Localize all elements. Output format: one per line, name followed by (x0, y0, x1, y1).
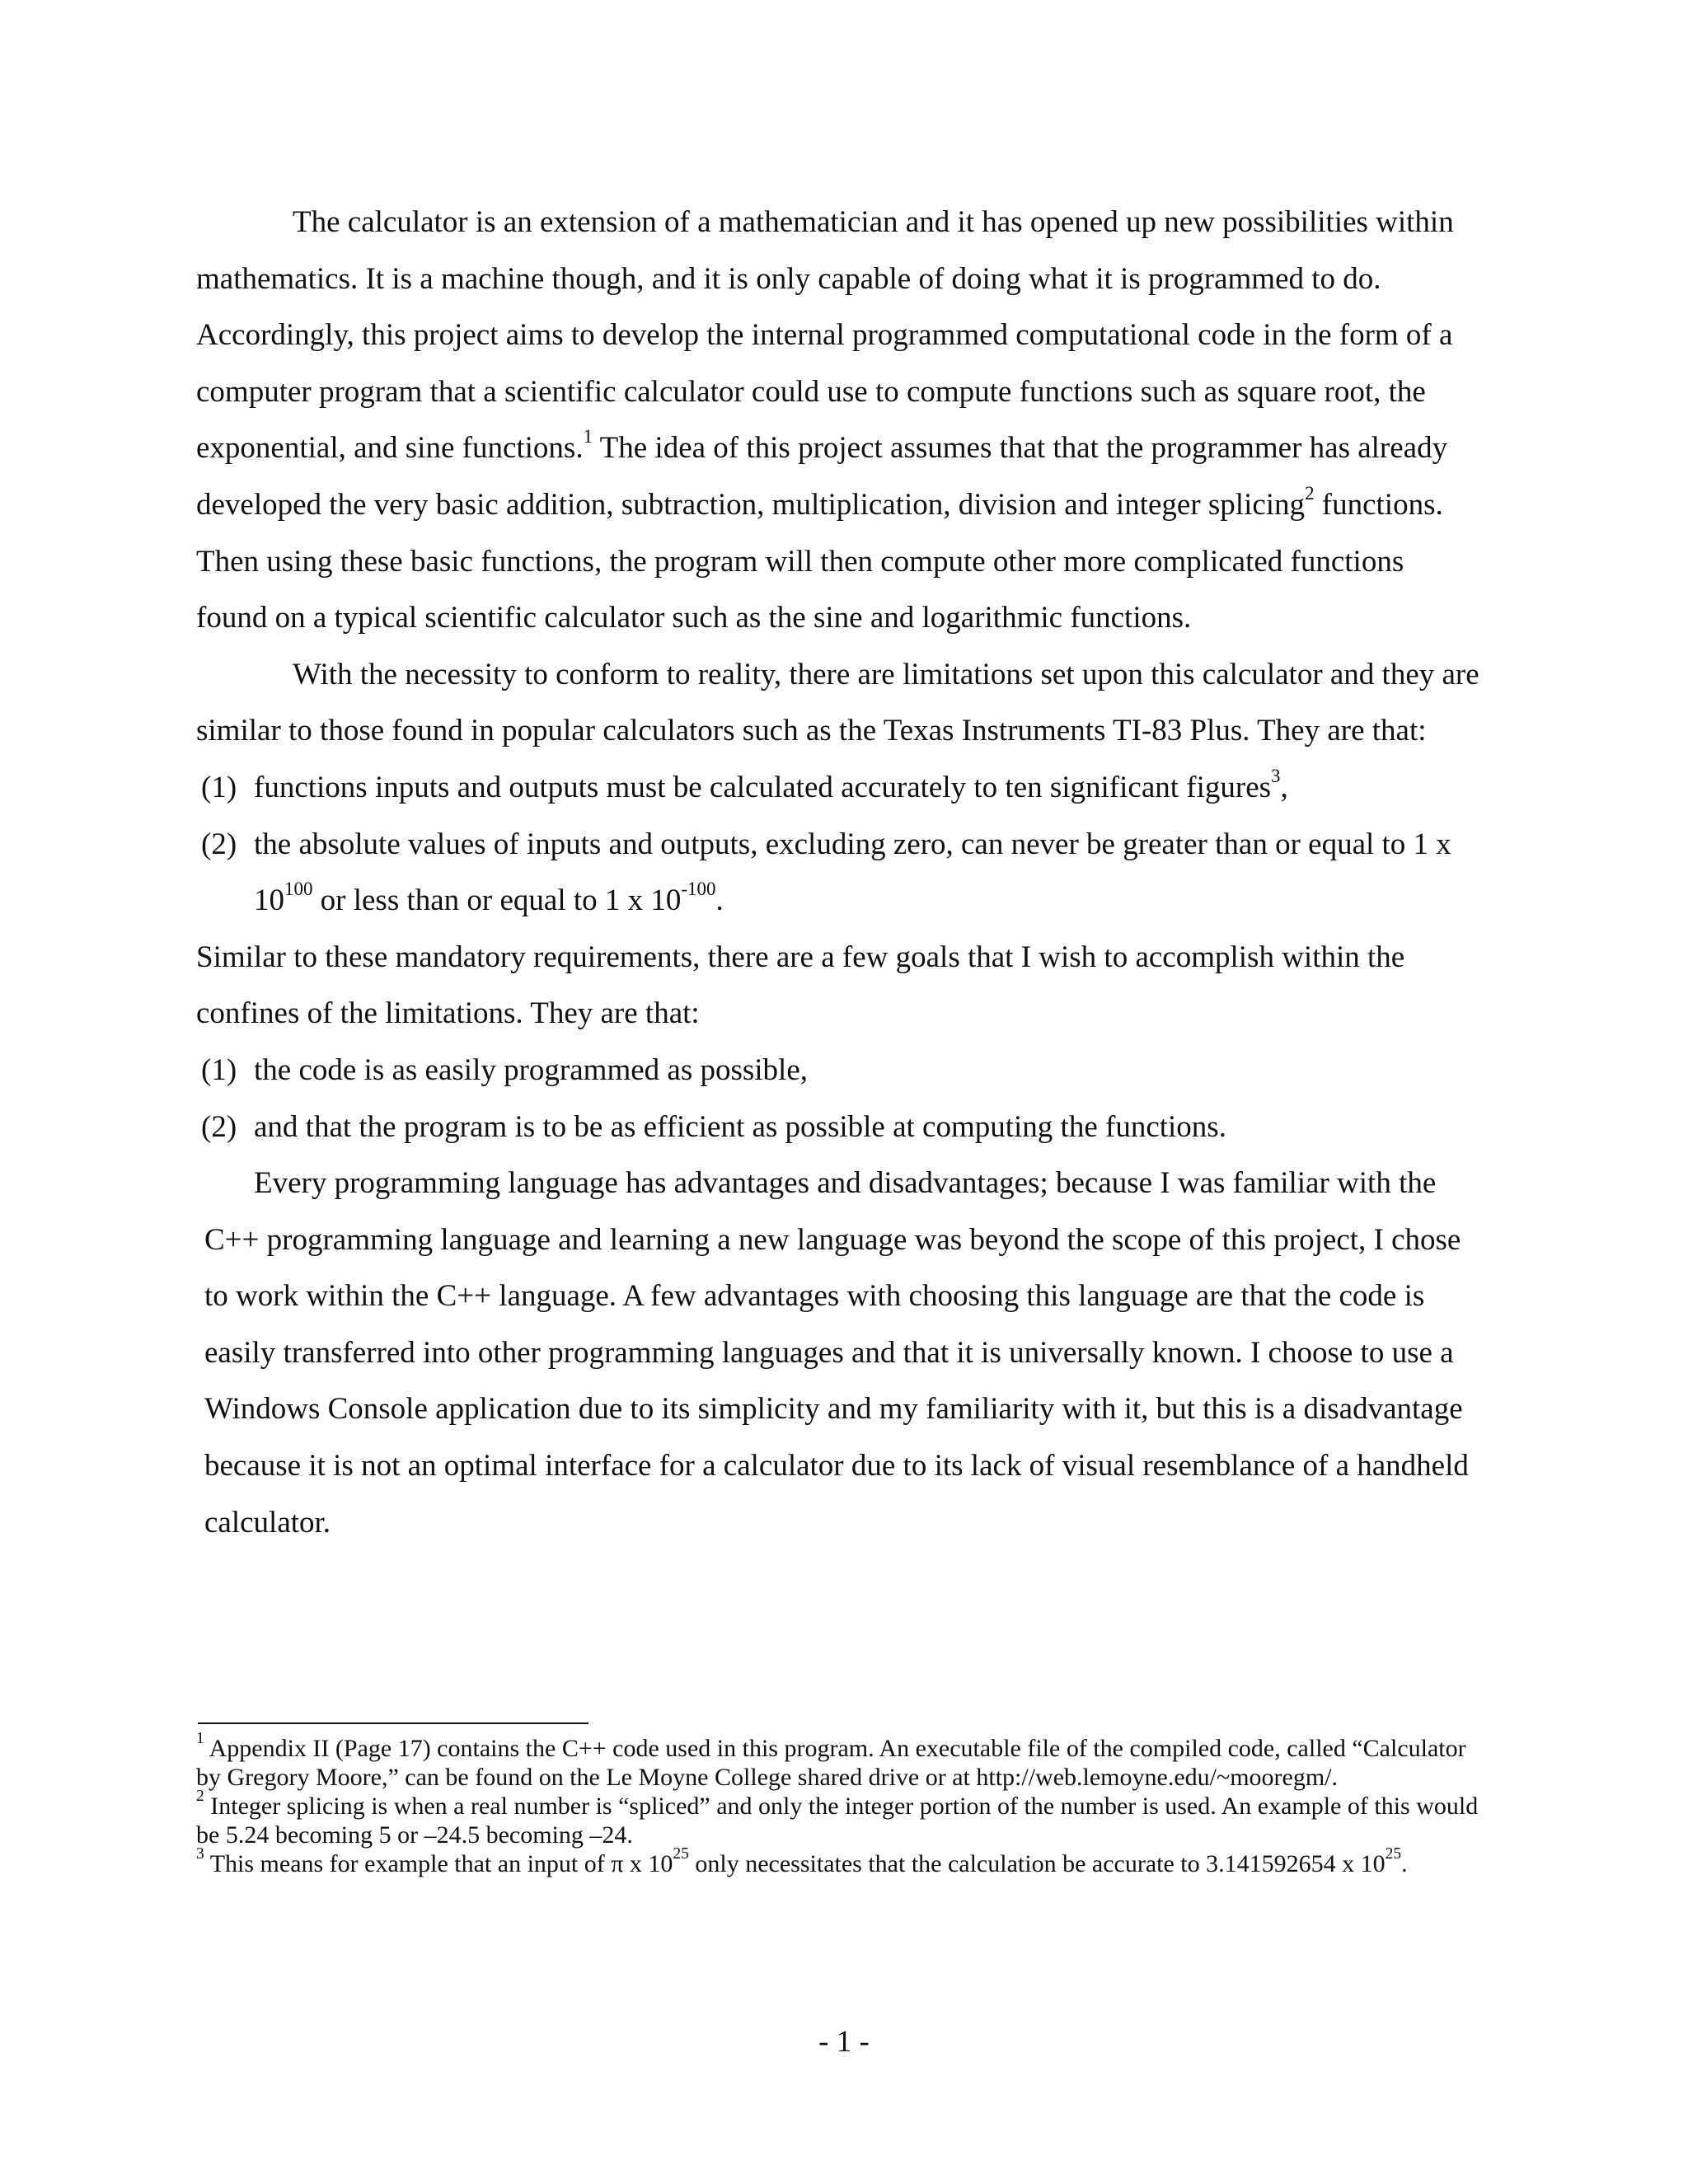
footnote-3 (196, 1845, 1482, 1878)
punctuation: . (715, 883, 724, 918)
footnote-ref-1[interactable]: 1 (583, 426, 593, 448)
page-number: - 1 - (818, 2025, 870, 2059)
list-number: (2) (201, 827, 237, 861)
footnote-2-text: Integer splicing is when a real number is “spliced” and only the integer portion of the number is used. An example of this would be 5.24 becoming 5 or –24.5 becoming –24. (196, 1793, 1479, 1849)
paragraph-intro-part-2: The idea of this project assumes that that the programmer has already developed the very basic addition, subtraction, multiplication, division and integer splicing (196, 431, 1448, 522)
footnote-1-text: Appendix II (Page 17) contains the C++ code used in this program. An executable file of the compiled code, called “Calculator by Gregory Moore,” can be found on the Le Moyne College shared drive or at http://web.lemoyne.edu/~mooregm/. (196, 1735, 1466, 1791)
exponent: 25 (1385, 1845, 1402, 1863)
goal-item-2 (196, 1099, 1482, 1156)
footnote-marker: 1 (196, 1730, 204, 1748)
footnote-marker: 3 (196, 1845, 204, 1863)
paragraph-limitations: With the necessity to conform to reality, there are limitations set upon this calculator and they are similar to those found in popular calculators such as the Texas Instruments TI-83 Plus. They are that: (196, 657, 1479, 748)
goal-2-text: and that the program is to be as efficient as possible at computing the functions. (254, 1109, 1226, 1144)
footnote-2 (196, 1788, 1482, 1849)
limitation-item-1 (196, 760, 1482, 817)
goal-item-1 (196, 1043, 1482, 1099)
footnote-separator (198, 1722, 588, 1724)
list-number: (1) (201, 1052, 237, 1087)
punctuation: . (1401, 1850, 1408, 1877)
paragraph-language: Every programming language has advantages and disadvantages; because I was familiar with the C++ programming language and learning a new language was beyond the scope of this project, I chose to work within the C++ language. A few advantages with choosing this language are that the code is easily transferred into other programming languages and that it is universally known. I choose to use a Windows Console application due to its simplicity and my familiarity with it, but this is a disadvantage because it is not an optimal interface for a calculator due to its lack of visual resemblance of a handheld calculator. (204, 1166, 1469, 1540)
footnote-3-text-a: This means for example that an input of π x 10 (204, 1850, 673, 1877)
list-number: (2) (201, 1109, 237, 1144)
footnote-3-text-b: only necessitates that the calculation be accurate to 3.141592654 x 10 (688, 1850, 1386, 1877)
footnote-marker: 2 (196, 1788, 204, 1806)
punctuation: , (1280, 770, 1288, 804)
paragraph-intro (196, 194, 1482, 647)
limitation-2-text-b: or less than or equal to 1 x 10 (312, 883, 682, 918)
limitation-2-text-a: the absolute values of inputs and outputs, excluding zero, can never be greater than or equal to 1 x 10 (254, 827, 1451, 918)
exponent: 100 (284, 879, 313, 900)
footnote-ref-2[interactable]: 2 (1305, 483, 1315, 504)
limitation-1-text: functions inputs and outputs must be calculated accurately to ten significant figures (254, 770, 1272, 804)
footnotes (196, 1730, 1482, 1878)
exponent: -100 (681, 879, 716, 900)
paragraph-intro-part-3: functions. Then using these basic functions, the program will then compute other more complicated functions found on a typical scientific calculator such as the sine and logarithmic functions. (196, 487, 1443, 635)
limitation-item-2 (196, 817, 1482, 930)
goal-1-text: the code is as easily programmed as possible, (254, 1052, 808, 1087)
paragraph-intro-part-1: The calculator is an extension of a mathematician and it has opened up new possibilities within mathematics. It is a machine though, and it is only capable of doing what it is programmed to do. Accordingly, this project aims to develop the internal programmed computational code in the form of a computer program that a scientific calculator could use to compute functions such as square root, the exponential, and sine functions. (196, 205, 1454, 466)
list-number: (1) (201, 770, 237, 804)
exponent: 25 (673, 1845, 689, 1863)
footnote-1 (196, 1730, 1482, 1792)
body-text (196, 194, 1482, 1551)
footnote-ref-3[interactable]: 3 (1271, 766, 1281, 787)
paragraph-goals: Similar to these mandatory requirements, there are a few goals that I wish to accomplish within the confines of the limitations. They are that: (196, 940, 1405, 1031)
